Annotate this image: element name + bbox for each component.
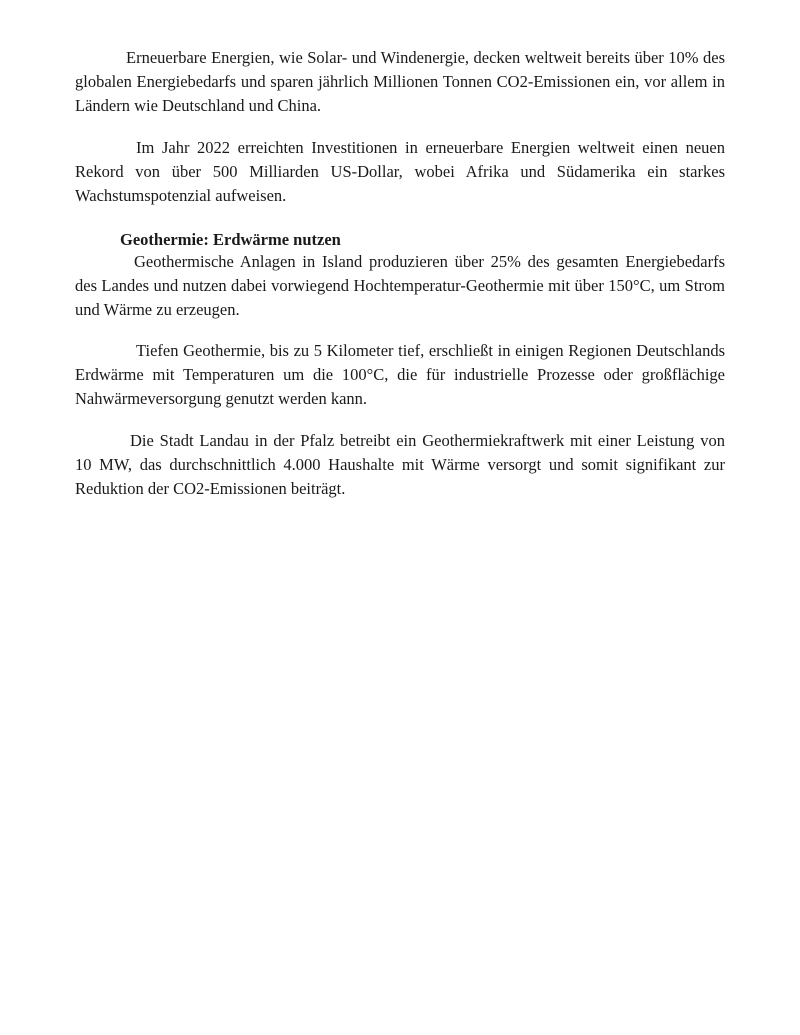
section-heading: Geothermie: Erdwärme nutzen [120,230,341,249]
deep-geothermal-paragraph: Tiefen Geothermie, bis zu 5 Kilometer tief, erschließt in einigen Regionen Deutschlands Erdwärme mit Temperaturen um die 100°C, die für industrielle Prozesse oder großflächige Nahwärmeversorgung genutzt werden kann. [75,341,725,408]
iceland-paragraph: Geothermische Anlagen in Island produzieren über 25% des gesamten Energiebedarfs des Landes und nutzen dabei vorwiegend Hochtemperatur-Geothermie mit über 150°C, um Strom und Wärme zu erzeugen. [75,252,725,319]
document-page [75,46,725,501]
intro-paragraph: Erneuerbare Energien, wie Solar- und Windenergie, decken weltweit bereits über 10% des globalen Energiebedarfs und sparen jährlich Millionen Tonnen CO2-Emissionen ein, vor allem in Ländern wie Deutschland und China. [75,48,725,115]
landau-paragraph: Die Stadt Landau in der Pfalz betreibt ein Geothermiekraftwerk mit einer Leistung von 10 MW, das durchschnittlich 4.000 Haushalte mit Wärme versorgt und somit signifikant zur Reduktion der CO2-Emissionen beiträgt. [75,431,725,498]
investment-paragraph: Im Jahr 2022 erreichten Investitionen in erneuerbare Energien weltweit einen neuen Rekord von über 500 Milliarden US-Dollar, wobei Afrika und Südamerika ein starkes Wachstumspotenzial aufweisen. [75,138,725,205]
